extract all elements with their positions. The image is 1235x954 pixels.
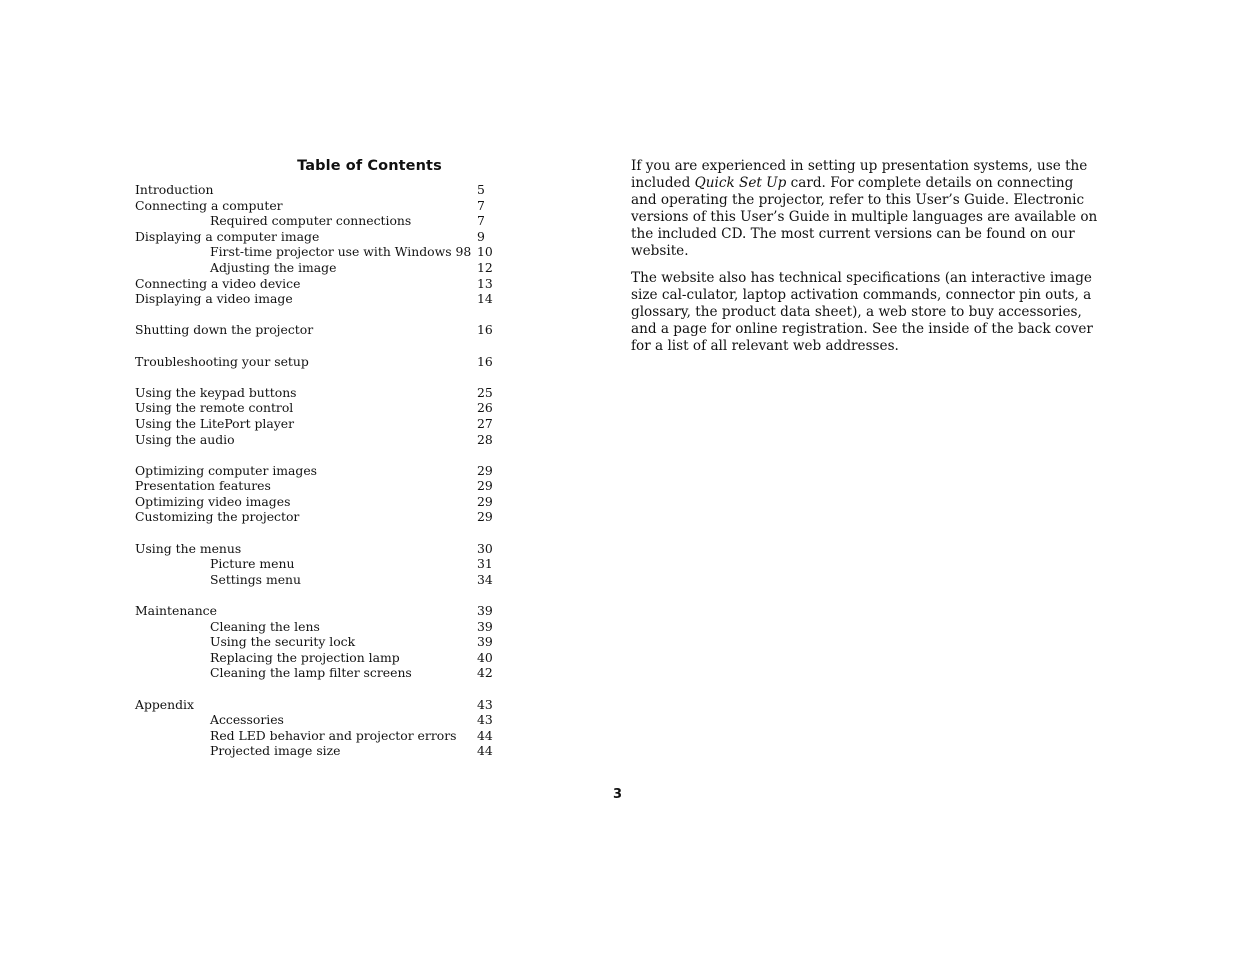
- toc-entry-page: 29: [477, 478, 493, 494]
- toc-entry[interactable]: [135, 572, 495, 588]
- toc-entry-title: Cleaning the lens: [210, 618, 320, 634]
- toc-entry-page: 9: [477, 228, 485, 244]
- toc-entry-page: 29: [477, 493, 493, 509]
- page-number: 3: [612, 787, 623, 802]
- toc-entry-page: 5: [477, 182, 485, 197]
- toc-entry[interactable]: [135, 276, 495, 292]
- toc-entry-title: Customizing the projector: [135, 509, 300, 525]
- toc-entry[interactable]: [135, 478, 495, 494]
- toc-entry-page: 16: [477, 353, 493, 369]
- toc-entry[interactable]: [135, 541, 495, 557]
- toc-entry-title: Displaying a video image: [135, 291, 293, 307]
- toc-entry-title: Optimizing computer images: [135, 462, 318, 478]
- toc-entry[interactable]: [135, 634, 495, 650]
- toc-entry[interactable]: [135, 650, 495, 666]
- toc-entry-page: 42: [477, 665, 493, 681]
- toc-entry-page: 44: [477, 743, 493, 759]
- intro-paragraph-1: [631, 158, 1101, 260]
- toc-entry[interactable]: [135, 603, 495, 619]
- toc-entry-page: 25: [477, 384, 493, 400]
- intro-p1-lead: If you are experienced in setting up presentation systems, use the included: [631, 158, 1088, 191]
- toc-entry-title: Using the keypad buttons: [135, 384, 297, 400]
- toc-entry-page: 40: [477, 649, 493, 665]
- toc-entry[interactable]: [135, 728, 495, 744]
- toc-entry-title: Adjusting the image: [210, 259, 337, 275]
- toc-entry[interactable]: [135, 244, 495, 260]
- toc-entry-page: 7: [477, 197, 485, 213]
- toc-entry-page: 34: [477, 571, 493, 587]
- toc-entry-page: 39: [477, 603, 493, 619]
- toc-entry-title: Using the security lock: [210, 634, 356, 650]
- toc-entry-page: 13: [477, 275, 493, 291]
- toc-entry-page: 43: [477, 712, 493, 728]
- toc-entry[interactable]: [135, 291, 495, 307]
- toc-entry[interactable]: [135, 697, 495, 713]
- toc-entry-title: Red LED behavior and projector errors: [210, 727, 457, 743]
- toc-entry-title: Optimizing video images: [135, 493, 291, 509]
- toc-entry[interactable]: [135, 463, 495, 479]
- toc-entry-page: 7: [477, 213, 485, 229]
- toc-entry-page: 43: [477, 696, 493, 712]
- toc-entry[interactable]: [135, 213, 495, 229]
- toc-entry-page: 39: [477, 618, 493, 634]
- toc-entry-title: Shutting down the projector: [135, 322, 314, 338]
- toc-entry[interactable]: [135, 432, 495, 448]
- toc-entry[interactable]: [135, 665, 495, 681]
- toc-entry[interactable]: [135, 385, 495, 401]
- toc-entry-page: 29: [477, 509, 493, 525]
- quick-set-up-title: Quick Set Up: [694, 175, 787, 191]
- toc-entry-title: Using the menus: [135, 540, 242, 556]
- toc-entry-page: 12: [477, 259, 493, 275]
- toc-entry-page: 16: [477, 322, 493, 338]
- toc-entry[interactable]: [135, 494, 495, 510]
- toc-entry-title: First-time projector use with Windows 98: [210, 244, 472, 260]
- toc-entry[interactable]: [135, 556, 495, 572]
- toc-entry-page: 31: [477, 556, 493, 572]
- toc-entry-page: 26: [477, 400, 493, 416]
- toc-entry-page: 39: [477, 634, 493, 650]
- toc-entry-title: Required computer connections: [210, 213, 412, 229]
- toc-entry-page: 44: [477, 727, 493, 743]
- toc-title: Table of Contents: [297, 158, 442, 174]
- toc-entry-title: Presentation features: [135, 478, 271, 494]
- toc-entry-page: 10: [477, 244, 493, 260]
- toc-entry-page: 27: [477, 415, 493, 431]
- toc-entry[interactable]: [135, 509, 495, 525]
- toc-entry-title: Accessories: [210, 712, 284, 728]
- toc-entry-title: Appendix: [135, 696, 195, 712]
- toc-list: [135, 182, 495, 759]
- toc-entry-title: Connecting a computer: [135, 197, 283, 213]
- toc-entry-page: 30: [477, 540, 493, 556]
- toc-entry-title: Cleaning the lamp filter screens: [210, 665, 412, 681]
- toc-entry-title: Displaying a computer image: [135, 228, 320, 244]
- toc-entry-title: Using the audio: [135, 431, 235, 447]
- toc-entry[interactable]: [135, 322, 495, 338]
- toc-entry-title: Troubleshooting your setup: [135, 353, 309, 369]
- toc-entry-title: Settings menu: [210, 571, 301, 587]
- intro-p1-rest: card. For complete details on connecting and operating the projector, refer to this User’s Guide. Electronic versions of this User’s Guide in multiple languages are available on the included CD. The most current versions can be found on our website.: [631, 175, 1098, 259]
- intro-text: [631, 158, 1101, 365]
- toc-entry[interactable]: [135, 712, 495, 728]
- toc-entry[interactable]: [135, 229, 495, 245]
- toc-entry-title: Picture menu: [210, 556, 295, 572]
- toc-entry[interactable]: [135, 354, 495, 370]
- toc-entry-title: Using the LitePort player: [135, 415, 295, 431]
- toc-entry-page: 28: [477, 431, 493, 447]
- toc-entry-title: Connecting a video device: [135, 275, 301, 291]
- toc-entry[interactable]: [135, 743, 495, 759]
- toc-entry-page: 14: [477, 291, 493, 307]
- toc-entry-page: 29: [477, 462, 493, 478]
- toc-entry-title: Using the remote control: [135, 400, 294, 416]
- toc-entry[interactable]: [135, 400, 495, 416]
- intro-paragraph-2: The website also has technical specifications (an interactive image size cal-culator, laptop activation commands, connector pin outs, a glossary, the product data sheet), a web store to buy accessories, and a page for online registration. See the inside of the back cover for a list of all relevant web addresses.: [631, 270, 1093, 354]
- toc-entry-title: Introduction: [135, 182, 214, 197]
- toc-entry-title: Replacing the projection lamp: [210, 649, 400, 665]
- toc-entry[interactable]: [135, 619, 495, 635]
- toc-entry-title: Maintenance: [135, 603, 217, 619]
- toc-entry-title: Projected image size: [210, 743, 341, 759]
- toc-entry[interactable]: [135, 416, 495, 432]
- toc-entry[interactable]: [135, 182, 495, 198]
- toc-entry[interactable]: [135, 260, 495, 276]
- toc-entry[interactable]: [135, 198, 495, 214]
